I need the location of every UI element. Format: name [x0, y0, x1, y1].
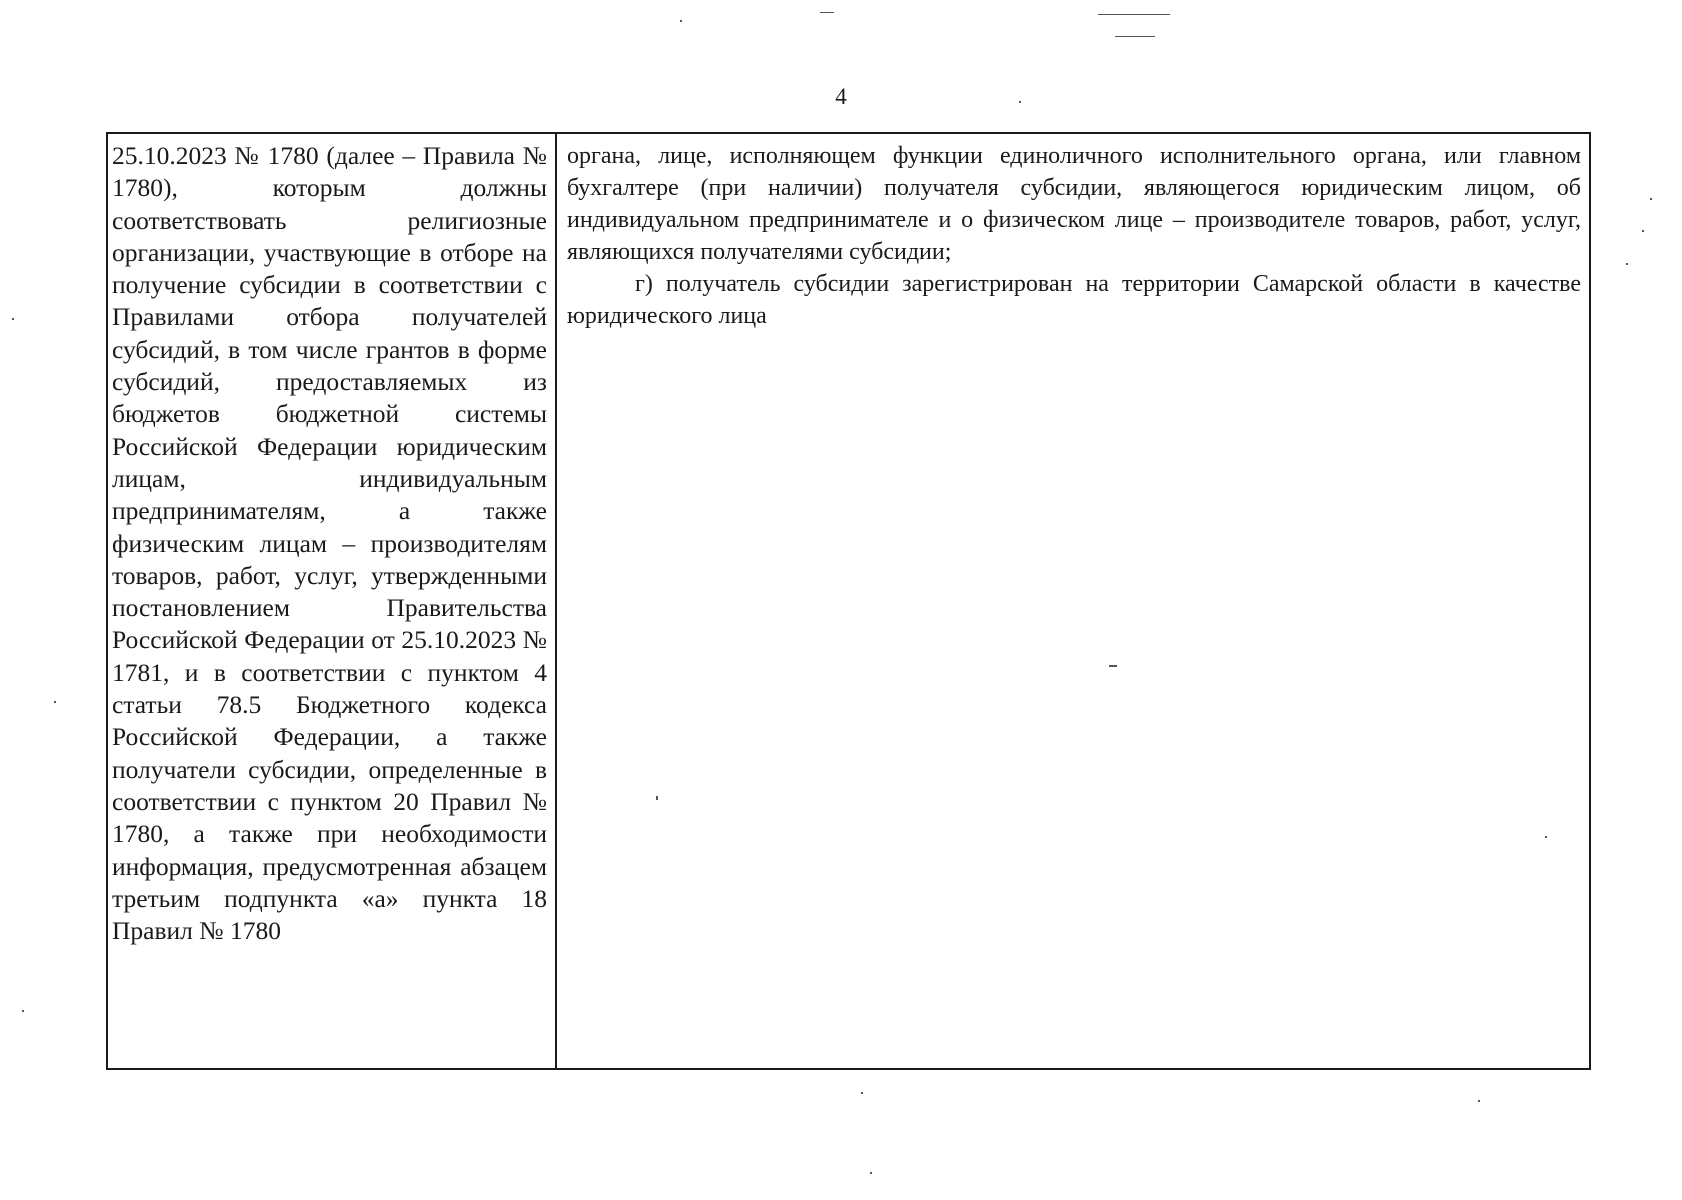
- scan-noise: [54, 701, 56, 703]
- scan-noise: [12, 318, 14, 320]
- scan-noise: [1650, 198, 1652, 200]
- scan-noise: [1098, 14, 1170, 15]
- scan-noise: [820, 12, 834, 13]
- right-paragraph-2: г) получатель субсидии зарегистрирован на территории Самарской области в качестве юридического лица: [567, 271, 1581, 329]
- document-table: [106, 132, 1591, 1070]
- scan-noise: [680, 20, 682, 22]
- scan-noise: [1478, 1100, 1480, 1102]
- scan-noise: [870, 1172, 872, 1174]
- scan-noise: [1545, 836, 1547, 838]
- right-cell: [556, 133, 1590, 1069]
- scan-noise: [1019, 101, 1021, 103]
- left-cell: [107, 133, 556, 1069]
- scan-noise: [1109, 665, 1117, 667]
- scan-noise: [861, 1092, 863, 1094]
- table-row: [107, 133, 1590, 1069]
- scan-noise: [1115, 36, 1155, 37]
- scan-noise: [656, 796, 658, 800]
- scan-noise: [22, 1010, 24, 1012]
- right-cell-text: [557, 134, 1589, 332]
- scan-noise: [1642, 230, 1644, 232]
- scan-noise: [1626, 263, 1628, 265]
- right-paragraph-1: органа, лице, исполняющем функции единоличного исполнительного органа, или главном бухгалтере (при наличии) получателя субсидии, являющегося юридическим лицом, об индивидуальном предпринимателе и о физическом лице – производителе товаров, работ, услуг, являющихся получателями субсидии;: [567, 143, 1581, 265]
- page-number: 4: [835, 84, 847, 109]
- left-cell-text: 25.10.2023 № 1780 (далее – Правила № 1780), которым должны соответствовать религиозные организации, участвующие в отборе на получение субсидии в соответствии с Правилами отбора получателей субсидий, в том числе грантов в форме субсидий, предоставляемых из бюджетов бюджетной системы Российской Федерации юридическим лицам, индивидуальным предпринимателям, а также физическим лицам – производителям товаров, работ, услуг, утвержденными постановлением Правительства Российской Федерации от 25.10.2023 № 1781, и в соответствии с пунктом 4 статьи 78.5 Бюджетного кодекса Российской Федерации, а также получатели субсидии, определенные в соответствии с пунктом 20 Правил № 1780, а также при необходимости информация, предусмотренная абзацем третьим подпункта «а» пункта 18 Правил № 1780: [112, 141, 547, 946]
